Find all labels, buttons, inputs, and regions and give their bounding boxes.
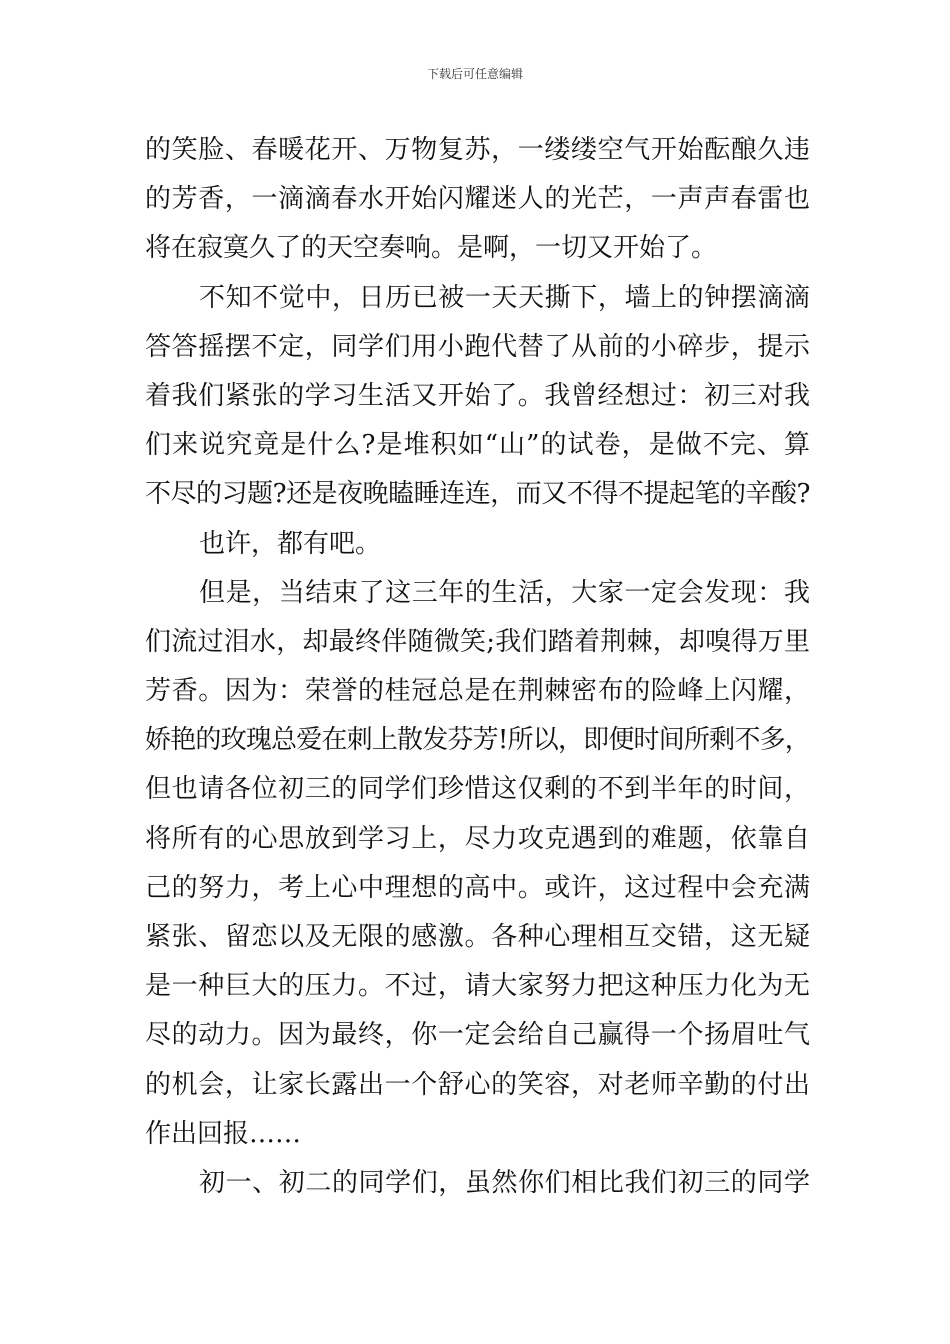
text-line [145,470,810,519]
text-line-content: 们流过泪水，却最终伴随微笑;我们踏着荆棘，却嗅得万里 [145,626,811,657]
text-line [145,1061,810,1110]
text-line [145,815,810,864]
text-line [145,667,810,716]
text-line-content: 答答摇摆不定，同学们用小跑代替了从前的小碎步，提示 [145,331,811,362]
text-line [145,913,810,962]
text-line [145,520,810,569]
text-line-content: 将在寂寞久了的天空奏响。是啊，一切又开始了。 [145,233,718,264]
text-line [145,716,810,765]
text-line [145,175,810,224]
text-line-content: 但也请各位初三的同学们珍惜这仅剩的不到半年的时间， [145,774,811,805]
text-line [145,1159,810,1208]
document-body [145,126,810,1208]
text-line-content: 初一、初二的同学们，虽然你们相比我们初三的同学 [199,1167,811,1198]
text-line-content: 的机会，让家长露出一个舒心的笑容，对老师辛勤的付出 [145,1069,811,1100]
text-line-content: 是一种巨大的压力。不过，请大家努力把这种压力化为无 [145,971,811,1002]
text-line [145,864,810,913]
text-line-content: 也许，都有吧。 [199,528,382,559]
text-line-content: 们来说究竟是什么?是堆积如“山”的试卷，是做不完、算 [145,430,812,461]
text-line-content: 的芳香，一滴滴春水开始闪耀迷人的光芒，一声声春雷也 [145,184,811,215]
page-header: 下载后可任意编辑 [426,67,523,81]
text-line-content: 尽的动力。因为最终，你一定会给自己赢得一个扬眉吐气 [145,1020,811,1051]
text-line [145,962,810,1011]
text-line-content: 将所有的心思放到学习上，尽力攻克遇到的难题，依靠自 [145,823,811,854]
text-line [145,1110,810,1159]
text-line-content: 芳香。因为：荣誉的桂冠总是在荆棘密布的险峰上闪耀， [145,676,811,707]
text-line-content: 的笑脸、春暖花开、万物复苏，一缕缕空气开始酝酿久违 [145,135,811,165]
text-line-content: 但是，当结束了这三年的生活，大家一定会发现：我 [199,577,811,608]
text-line [145,1011,810,1060]
text-line-content: 着我们紧张的学习生活又开始了。我曾经想过：初三对我 [145,380,811,411]
text-line-content: 不知不觉中，日历已被一天天撕下，墙上的钟摆滴滴 [199,282,811,313]
text-line [145,765,810,814]
text-line [145,569,810,618]
text-line [145,323,810,372]
text-line [145,224,810,273]
text-line-content: 不尽的习题?还是夜晚瞌睡连连，而又不得不提起笔的辛酸? [145,479,810,510]
text-line-content: 己的努力，考上心中理想的高中。或许，这过程中会充满 [145,872,811,903]
text-line [145,421,810,470]
text-line [145,126,810,175]
text-line-content: 娇艳的玫瑰总爱在刺上散发芬芳!所以，即便时间所剩不多， [145,725,810,756]
text-line [145,274,810,323]
text-line-content: 作出回报…… [145,1118,302,1149]
text-line [145,618,810,667]
text-line-content: 紧张、留恋以及无限的感激。各种心理相互交错，这无疑 [145,922,811,952]
text-line [145,372,810,421]
